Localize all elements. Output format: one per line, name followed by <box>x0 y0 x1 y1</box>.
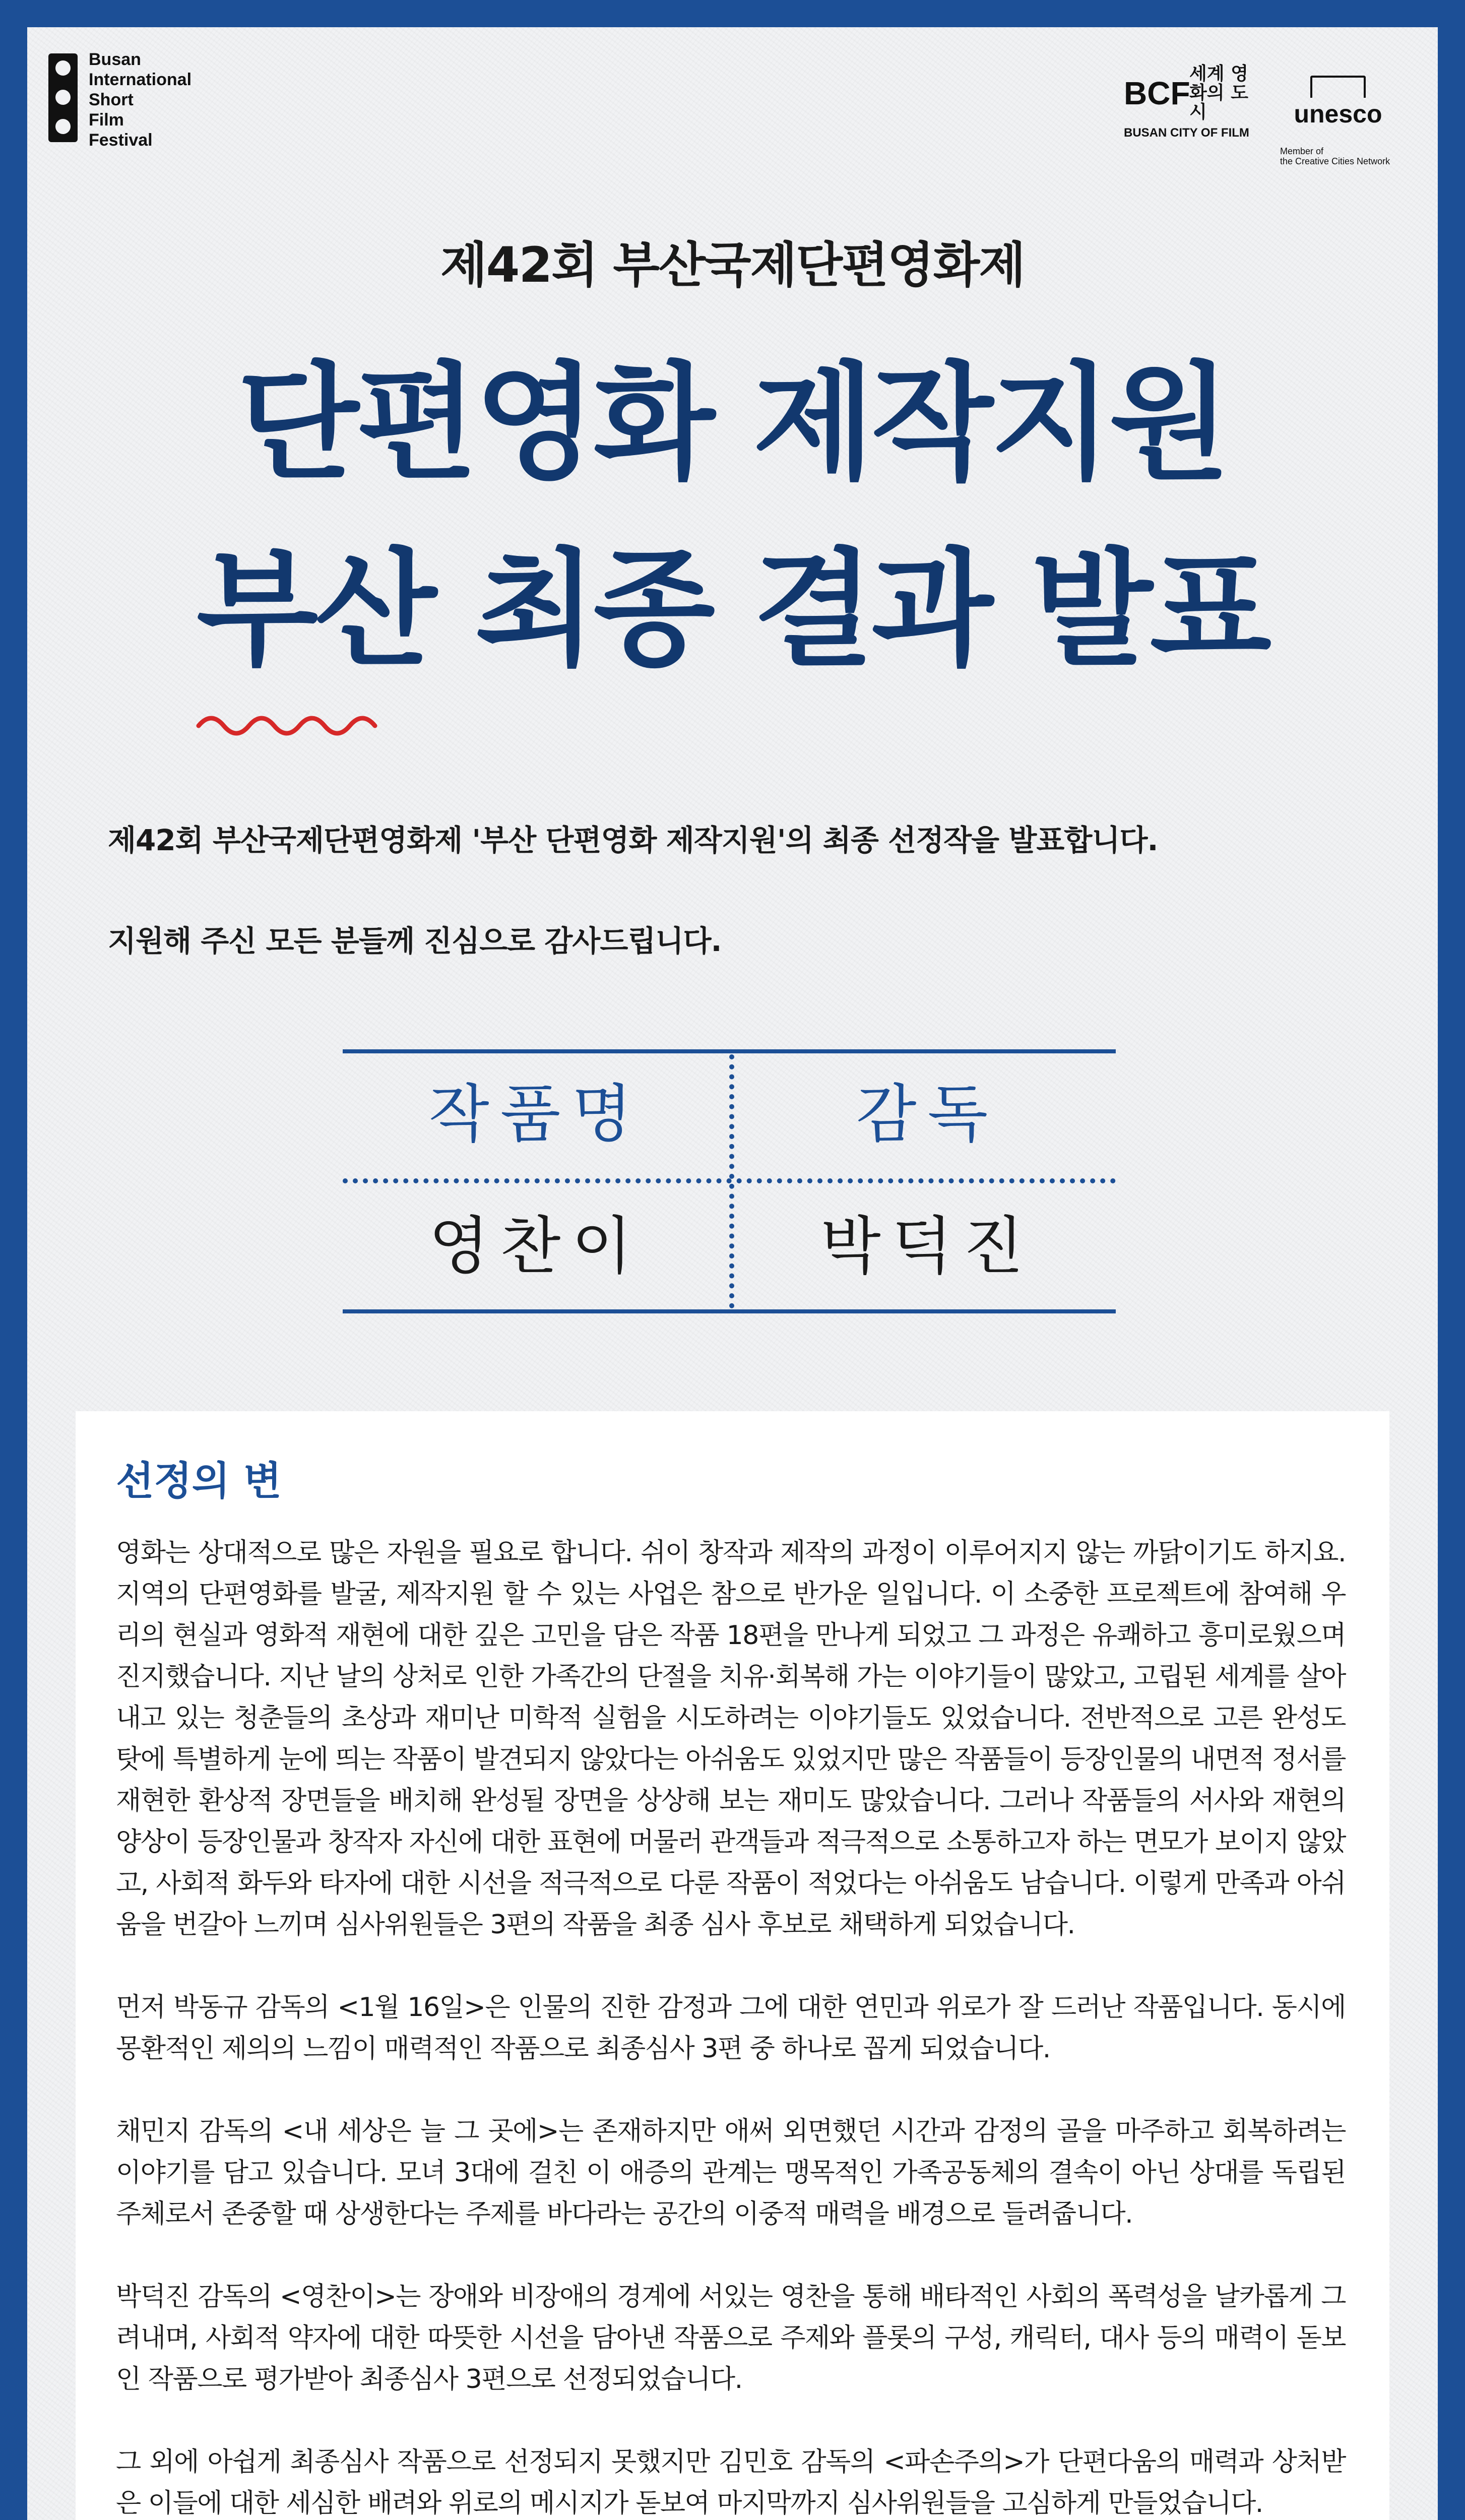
jury-statement-body <box>116 1532 1346 2520</box>
award-table-bottom-rule <box>343 1309 1116 1313</box>
red-squiggle-underline <box>194 706 385 741</box>
unesco-network-label: Member of the Creative Cities Network <box>1280 146 1390 166</box>
intro-thanks: 지원해 주신 모든 분들께 진심으로 감사드립니다. <box>108 924 722 958</box>
partner-logos <box>1124 55 1406 166</box>
headline-line-2: 부산 최종 결과 발표 <box>196 536 1269 683</box>
statement-paragraph: 채민지 감독의 <내 세상은 늘 그 곳에>는 존재하지만 애써 외면했던 시간과 감정의 골을 마주하고 회복하려는 이야기를 담고 있습니다. 모녀 3대에 걸친 이 애증의 관계는 맹목적인 가족공동체의 결속이 아닌 상대를 독립된 주체로서 존중할 때 상생한다는 주제를 바다라는 공간의 이중적 매력을 배경으로 들려줍니다. <box>116 2116 1346 2229</box>
headline-line-1: 단편영화 제작지원 <box>237 350 1228 496</box>
bisff-logo <box>48 41 200 157</box>
unesco-logo: unesco Member of the Creative Cities Network <box>1280 76 1396 131</box>
jury-statement-panel <box>76 1411 1389 2520</box>
award-header-director: 감독 <box>856 1078 999 1151</box>
award-table-divider <box>729 1054 734 1308</box>
statement-paragraph: 먼저 박동규 감독의 <1월 16일>은 인물의 진한 감정과 그에 대한 연민과 위로가 잘 드러난 작품입니다. 동시에 몽환적인 제의의 느낌이 매력적인 작품으로 최종심사 3편 중 하나로 꼽게 되었습니다. <box>116 1992 1346 2064</box>
statement-paragraph: 박덕진 감독의 <영찬이>는 장애와 비장애의 경계에 서있는 영찬을 통해 배타적인 사회의 폭력성을 날카롭게 그려내며, 사회적 약자에 대한 따뜻한 시선을 담아낸 작품으로 주제와 플롯의 구성, 캐릭터, 대사 등의 매력이 돋보인 작품으로 평가받아 최종심사 3편으로 선정되었습니다. <box>116 2282 1346 2395</box>
festival-title: 제42회 부산국제단편영화제 <box>440 237 1025 293</box>
award-film-title: 영찬이 <box>428 1210 644 1283</box>
busan-city-of-film-mark: BCF <box>1124 75 1190 111</box>
award-table-top-rule <box>343 1049 1116 1053</box>
award-header-title: 작품명 <box>428 1078 644 1151</box>
statement-paragraph: 그 외에 아쉽게 최종심사 작품으로 선정되지 못했지만 김민호 감독의 <파손주의>가 단편다움의 매력과 상처받은 이들에 대한 세심한 배려와 위로의 메시지가 돋보여 마지막까지 심사위원들을 고심하게 만들었습니다. <box>116 2447 1346 2518</box>
award-director-name: 박덕진 <box>820 1210 1035 1283</box>
jury-statement-heading: 선정의 변 <box>116 1459 282 1504</box>
bisff-logo-text: Busan International Short Film Festival <box>89 50 192 150</box>
busan-city-of-film-calligraphy: 세계 영화의 도시 <box>1189 64 1248 122</box>
intro-announcement: 제42회 부산국제단편영화제 '부산 단편영화 제작지원'의 최종 선정작을 발표합니다. <box>108 823 1158 857</box>
statement-paragraph: 영화는 상대적으로 많은 자원을 필요로 합니다. 쉬이 창작과 제작의 과정이 이루어지지 않는 까닭이기도 하지요. 지역의 단편영화를 발굴, 제작지원 할 수 있는 사업은 참으로 반가운 일입니다. 이 소중한 프로젝트에 참여해 우리의 현실과 영화적 재현에 대한 깊은 고민을 담은 작품 18편을 만나게 되었고 그 과정은 유쾌하고 흥미로웠으며 진지했습니다. 지난 날의 상처로 인한 가족간의 단절을 치유·회복해 가는 이야기들이 많았고, 고립된 세계를 살아내고 있는 청춘들의 초상과 재미난 미학적 실험을 시도하려는 이야기들도 있었습니다. 전반적으로 고른 완성도 탓에 특별하게 눈에 띄는 작품이 발견되지 않았다는 아쉬움도 있었지만 많은 작품들이 등장인물의 내면적 정서를 재현한 환상적 장면들을 배치해 완성될 장면을 상상해 보는 재미도 많았습니다. 그러나 작품들의 서사와 재현의 양상이 등장인물과 창작자 자신에 대한 표현에 머물러 관객들과 적극적으로 소통하고자 하는 면모가 보이지 않았고, 사회적 화두와 타자에 대한 시선을 적극적으로 다룬 작품이 적었다는 아쉬움도 남습니다. 이렇게 만족과 아쉬움을 번갈아 느끼며 심사위원들은 3편의 작품을 최종 심사 후보로 채택하게 되었습니다. <box>116 1538 1346 1940</box>
bisff-logo-mark <box>48 53 78 142</box>
busan-city-of-film-label: BUSAN CITY OF FILM <box>1124 126 1249 140</box>
award-table <box>343 1049 1116 1313</box>
unesco-temple-icon <box>1310 76 1366 98</box>
